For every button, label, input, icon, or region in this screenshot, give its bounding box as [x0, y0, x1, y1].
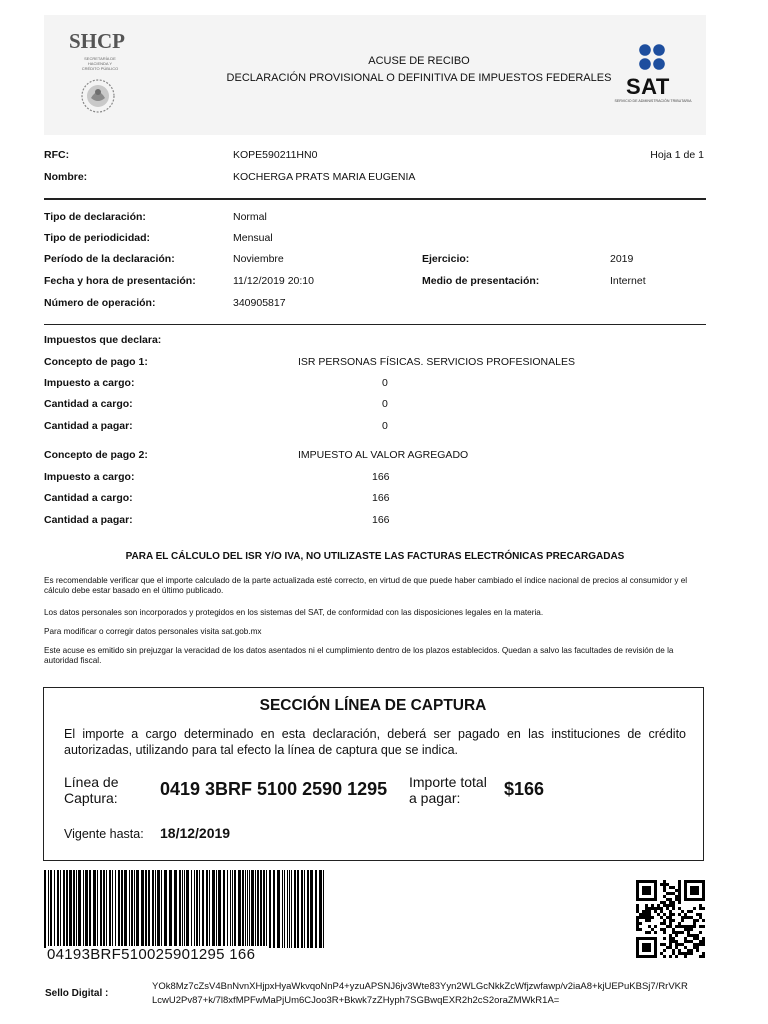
total-value: $166 [504, 779, 545, 799]
capture-line-label-2: Captura: [64, 790, 118, 806]
warning-notice: PARA EL CÁLCULO DEL ISR Y/O IVA, NO UTILIZASTE LAS FACTURAS ELECTRÓNICAS PRECARGADAS [125, 551, 625, 562]
submission-medium-value: Internet [610, 275, 646, 287]
periodicity-value: Mensual [233, 232, 273, 244]
total-label-2: a pagar: [409, 790, 461, 806]
capture-line-label [64, 774, 119, 806]
barcode-text: 04193BRF510025901295 166 [47, 946, 267, 963]
header-banner [44, 15, 706, 135]
shcp-logo-subtitle: SECRETARÍA DE HACIENDA Y CRÉDITO PÚBLICO [81, 56, 119, 71]
concept-value: IMPUESTO AL VALOR AGREGADO [298, 449, 469, 461]
valid-until-value: 18/12/2019 [160, 825, 231, 841]
capture-line-value: 0419 3BRF 5100 2590 1295 [160, 779, 388, 799]
tax-charge-label: Impuesto a cargo: [44, 471, 135, 483]
period-value: Noviembre [233, 253, 284, 265]
total-label [409, 774, 487, 806]
divider [44, 198, 706, 200]
amount-payable-value: 166 [372, 514, 390, 526]
concept-label: Concepto de pago 2: [44, 449, 148, 461]
notice-paragraph: Los datos personales son incorporados y protegidos en los sistemas del SAT, de conformidad con las disposiciones legales en la materia. [44, 608, 544, 617]
amount-charge-label: Cantidad a cargo: [44, 398, 133, 410]
concept-label: Concepto de pago 1: [44, 356, 148, 368]
rfc-label: RFC: [44, 149, 70, 161]
concept-value: ISR PERSONAS FÍSICAS. SERVICIOS PROFESIONALES [298, 356, 575, 368]
notice-paragraph: Para modificar o corregir datos personales visita sat.gob.mx [44, 627, 262, 636]
rfc-value: KOPE590211HN0 [233, 149, 318, 161]
taxes-header: Impuestos que declara: [44, 334, 162, 346]
amount-charge-label: Cantidad a cargo: [44, 492, 133, 504]
shcp-logo-title: SHCP [69, 29, 126, 53]
notice-paragraph: Es recomendable verificar que el importe calculado de la parte actualizada esté correcto, en virtud de que puede haber cambiado el índice nacional de precios al consumidor y el cálculo debe estar basado en el último publicado. [44, 576, 688, 595]
fiscal-year-value: 2019 [610, 253, 634, 265]
submission-medium-label: Medio de presentación: [422, 275, 540, 287]
operation-number-label: Número de operación: [44, 297, 156, 309]
periodicity-label: Tipo de periodicidad: [44, 232, 150, 244]
notice-paragraph: Este acuse es emitido sin prejuzgar la veracidad de los datos asentados ni el cumplimiento dentro de los plazos establecidos. Quedan a salvo las facultades de revisión de la autoridad fiscal. [44, 646, 674, 665]
barcode [44, 870, 325, 948]
qr-code [636, 880, 705, 958]
name-label: Nombre: [44, 171, 88, 183]
tax-charge-label: Impuesto a cargo: [44, 377, 135, 389]
amount-payable-value: 0 [382, 420, 388, 432]
document-title: ACUSE DE RECIBO [368, 55, 470, 67]
divider [44, 324, 706, 325]
amount-payable-label: Cantidad a pagar: [44, 514, 133, 526]
total-label-1: Importe total [409, 774, 487, 790]
operation-number-value: 340905817 [233, 297, 286, 309]
declaration-type-label: Tipo de declaración: [44, 211, 146, 223]
sat-dots-icon [638, 43, 668, 73]
amount-payable-label: Cantidad a pagar: [44, 420, 133, 432]
submission-date-value: 11/12/2019 20:10 [233, 275, 314, 287]
capture-instructions: El importe a cargo determinado en esta declaración, deberá ser pagado en las instituciones de crédito autorizadas, utilizando para tal efecto la línea de captura que se indica. [64, 727, 686, 757]
coat-of-arms-icon [80, 78, 116, 114]
submission-date-label: Fecha y hora de presentación: [44, 275, 196, 287]
digital-seal-label: Sello Digital : [45, 988, 109, 999]
name-value: KOCHERGA PRATS MARIA EUGENIA [233, 171, 416, 183]
amount-charge-value: 0 [382, 398, 388, 410]
declaration-type-value: Normal [233, 211, 267, 223]
digital-seal-line-1: YOk8Mz7cZsV4BnNvnXHjpxHyaWkvqoNnP4+yzuAPSNJ6jv3Wte83Yyn2WLGcNkkZcWfjzwfawp/v2iaA8+kjUEPuKBSj7/RrVKR [152, 981, 688, 992]
document-subtitle: DECLARACIÓN PROVISIONAL O DEFINITIVA DE IMPUESTOS FEDERALES [226, 72, 612, 84]
digital-seal-line-2: LcwU2Pv87+k/7l8xfMPFwMaPjUm6CJoo3R+Bkwk7zZHyph7SGBwqEXR2h2cS2oraZMWkR1A= [152, 995, 560, 1006]
sat-logo-title: SAT [626, 74, 670, 99]
sat-logo-subtitle: SERVICIO DE ADMINISTRACIÓN TRIBUTARIA [614, 99, 692, 103]
period-label: Período de la declaración: [44, 253, 175, 265]
capture-title: SECCIÓN LÍNEA DE CAPTURA [259, 697, 487, 714]
capture-line-label-1: Línea de [64, 774, 119, 790]
capture-section [43, 687, 704, 861]
tax-charge-value: 166 [372, 471, 390, 483]
amount-charge-value: 166 [372, 492, 390, 504]
page-indicator: Hoja 1 de 1 [650, 149, 704, 161]
tax-charge-value: 0 [382, 377, 388, 389]
valid-until-label: Vigente hasta: [64, 827, 144, 841]
fiscal-year-label: Ejercicio: [422, 253, 470, 265]
